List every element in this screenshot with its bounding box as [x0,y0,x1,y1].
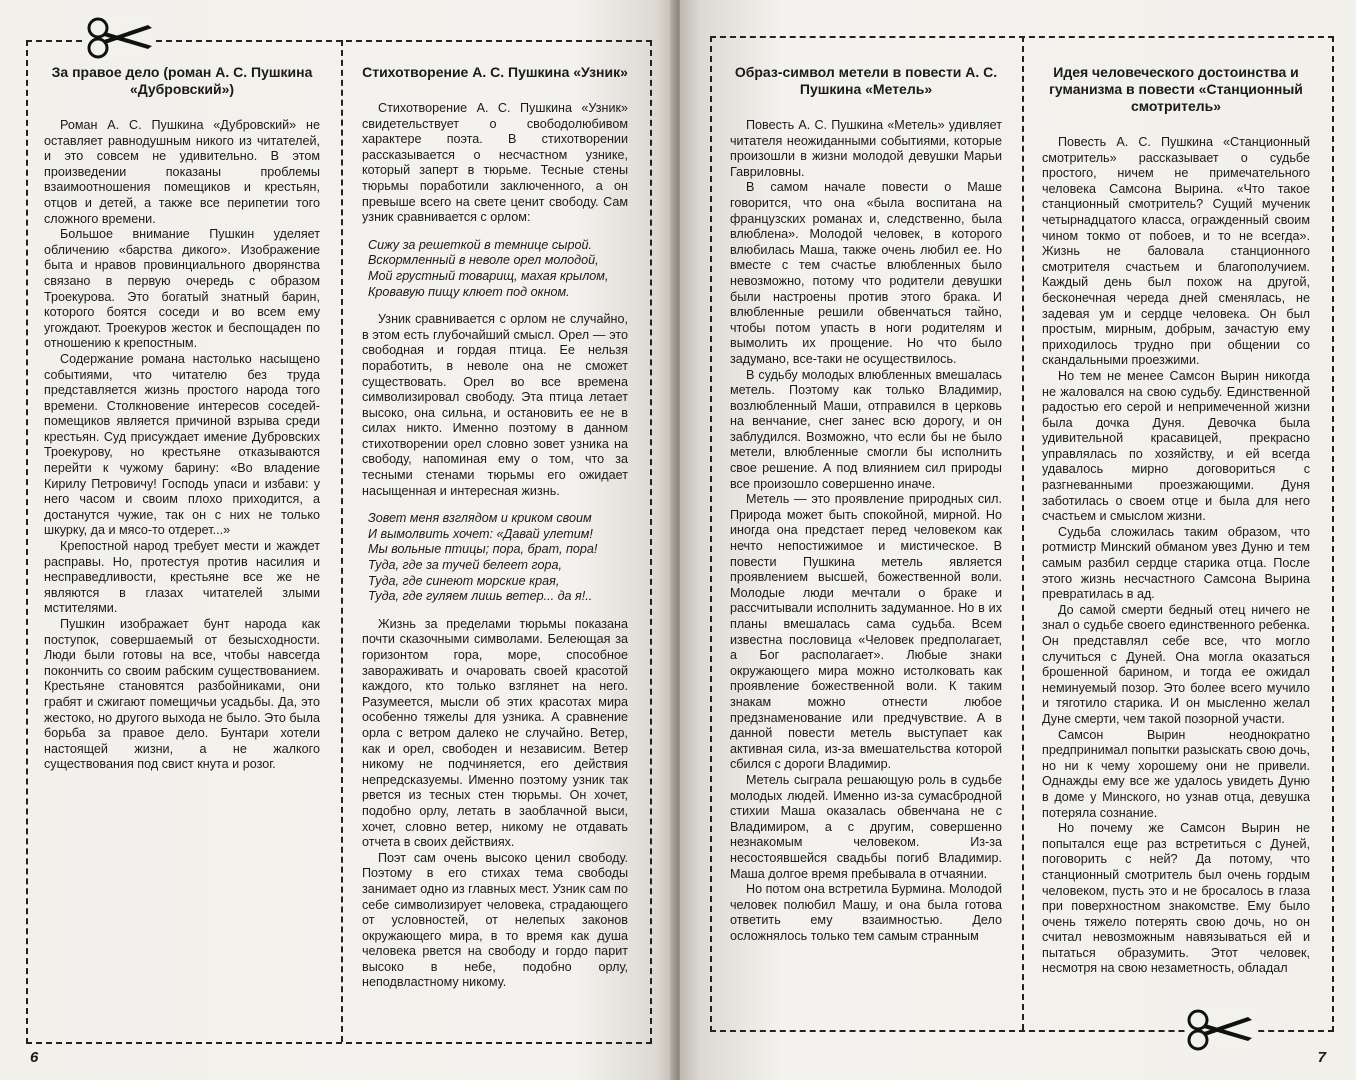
poem-line: И вымолвить хочет: «Давай улетим! [368,526,593,541]
paragraph: Крепостной народ требует мести и жаждет расправы. Но, протестуя против насилия и несправедливости, крестьяне все же не являются в глазах читателей злыми мстителями. [44,539,320,616]
paragraph: Стихотворение А. С. Пушкина «Узник» свидетельствует о свободолюбивом характере поэта. В стихотворении рассказывается о несчастном узнике, который заперт в тюрьме. Тесные стены тюрьмы поработили заключенного, а он превыше всего на свете ценит свободу. Сам узник сравнивается с орлом: [362,101,628,225]
left-page [0,0,676,1080]
article-title: Образ-символ метели в повести А. С. Пушкина «Метель» [734,64,998,97]
poem-line: Кровавую пищу клюет под окном. [368,284,570,299]
column-divider-left [341,40,343,1042]
article-column [1042,60,1310,977]
paragraph: Метель — это проявление природных сил. Природа может быть спокойной, мирной. Но иногда она предстает перед человеком как нечто непостижимое и мистическое. В повести Пушкина метель является проявлением высшей, божественной воли. Молодые люди мечтали о браке и рассчитывали исполнить задуманное. Но в их планы вмешалась сама судьба. Всем известна пословица «Человек предполагает, а Бог располагает». Любые знаки окружающего мира можно истолковать как проявление божественной воли. К таким знакам можно отнести любое предзнаменование или предчувствие. А в данной повести метель выступает как активная сила, из-за вмешательства которой сбился с дороги Владимир. [730,492,1002,772]
poem-line: Мы вольные птицы; пора, брат, пора! [368,542,598,557]
page-number: 7 [1317,1049,1326,1066]
paragraph: Жизнь за пределами тюрьмы показана почти сказочными символами. Белеющая за горизонтом гора, море, способное завораживать и очаровать своей красотой каждого, кто только взглянет на него. Разумеется, мысли об этих красотах мира особенно тяжелы для узника. А сравнение орла с ветром далеко не случайно. Ветер, как и орел, свободен и независим. Ветер никому не подчиняется, его действия непредсказуемы. Именно поэтому узник так рвется из тесных стен тюрьмы. Он хочет, подобно орлу, летать в заоблачной выси, хочет, словно ветер, никому не отдавать отчета в своих действиях. [362,616,628,850]
column-divider-right [1022,36,1024,1030]
poem-line: Туда, где за тучей белеет гора, [368,558,563,573]
article-column [362,60,628,991]
article-column [730,60,1002,944]
paragraph: Повесть А. С. Пушкина «Метель» удивляет читателя неожиданными событиями, которые произошли в жизни молодой девушки Марьи Гавриловны. [730,118,1002,179]
paragraph: Повесть А. С. Пушкина «Станционный смотритель» рассказывает о судьбе простого, ничем не примечательного человека Самсона Вырина. «Что такое станционный смотритель? Сущий мученик четырнадцатого класса, огражденный своим чином токмо от побоев, и то не всегда». Жизнь не баловала станционного смотрителя счастьем и благополучием. Каждый день был похож на другой, бесконечная череда дней сменялась, не задевая ум и сердце человека. Он был простым, мирным, добрым, зачастую ему приходилось трудно при общении со скандальными проезжими. [1042,135,1310,368]
paragraph: В самом начале повести о Маше говорится, что она «была воспитана на французских романах и, следственно, была влюблена». Молодой человек, в которого влюбилась Маша, также очень любил ее. Но вместе с тем счастье влюбленных было невозможно, потому что родители девушки были настроены против этого брака. И влюбленные решили обвенчаться тайно, чтобы потом упасть в ноги родителям и вымолить их прощение. Но что было задумано, все-таки не осуществилось. [730,180,1002,366]
poem-line: Туда, где гуляем лишь ветер... да я!.. [368,589,593,604]
page-number: 6 [30,1049,39,1066]
poem-excerpt [368,511,628,605]
paragraph: Роман А. С. Пушкина «Дубровский» не оставляет равнодушным никого из читателей, и это совсем не удивительно. В этом произведении показаны проблемы взаимоотношения помещиков и крестьян, отцов и детей, а также все перипетии того сложного времени. [44,118,320,226]
article-title: Идея человеческого достоинства и гуманизма в повести «Станционный смотритель» [1049,64,1303,114]
paragraph: Но почему же Самсон Вырин не попытался еще раз встретиться с Дуней, поговорить с ней? Да потому, что станционный смотритель был очень гордым человеком, пусть это и не бросалось в глаза при поверхностном знакомстве. Ему было очень тяжело потерять свою дочь, но он считал невозможным навязываться ей и пытаться образумить. Этот человек, несмотря на свою незаметность, обладал [1042,821,1310,976]
paragraph: Поэт сам очень высоко ценил свободу. Поэтому в его стихах тема свободы занимает одно из главных мест. Узник сам по себе символизирует человека, страдающего от условностей, от нелепых законов окружающего мира, в то время как душа человека рвется на свободу и гордо парит высоко в небе, подобно орлу, неподвластному никому. [362,850,628,990]
paragraph: До самой смерти бедный отец ничего не знал о судьбе своего единственного ребенка. Он представлял себе все, что могло случиться с Дуней. Она могла оказаться брошенной барином, и тогда ее ожидал неминуемый позор. Это более всего мучило и тяготило старика. И он мысленно желал Дуне смерти, чем такой позорной участи. [1042,602,1310,726]
article-title: Стихотворение А. С. Пушкина «Узник» [362,64,628,80]
article-column [44,60,320,773]
right-page [680,0,1356,1080]
paragraph: Большое внимание Пушкин уделяет обличению «барства дикого». Изображение быта и нравов провинциального дворянства связано в первую очередь с образом Троекурова. Это богатый знатный барин, которого боятся соседи и во всем ему угождают. Троекуров жесток и беспощаден по отношению к крепостным. [44,227,320,351]
scissors-icon [1186,1008,1256,1052]
poem-line: Вскормленный в неволе орел молодой, [368,253,599,268]
poem-line: Сижу за решеткой в темнице сырой. [368,237,592,252]
poem-excerpt [368,238,628,300]
poem-line: Мой грустный товарищ, махая крылом, [368,268,609,283]
paragraph: Пушкин изображает бунт народа как поступок, совершаемый от безысходности. Люди были готовы на все, чтобы навсегда покончить со своим рабским существованием. Крестьяне становятся разбойниками, они грабят и сжигают помещичьи усадьбы. Да, это жестоко, но другого выхода не было. Это была борьба за правое дело. Бунтари хотели настоящей жизни, а не жалкого существования под свист кнута и розог. [44,617,320,772]
article-title: За правое дело (роман А. С. Пушкина «Дубровский») [51,64,313,97]
paragraph: Судьба сложилась таким образом, что ротмистр Минский обманом увез Дуню и тем самым разбил сердце старика отца. После этого жизнь несчастного Самсона Вырина превратилась в ад. [1042,524,1310,602]
paragraph: Содержание романа настолько насыщено событиями, что читателю без труда представляется жизнь простого народа того времени. Столкновение интересов соседей-помещиков является причиной взрыва среди крестьян. Суд присуждает имение Дубровских Троекурову, но крестьяне отказываются перейти к чужому барину: «Во владение Кирилу Петровичу! Господь упаси и избави: у него часом и своим плохо приходится, а достанутся чужие, так он с них не только шкурку, да и мясо-то отдерет...» [44,351,320,538]
paragraph: Узник сравнивается с орлом не случайно, в этом есть глубочайший смысл. Орел — это свободная и гордая птица. Ее нельзя поработить, в неволе она не сможет существовать. Орел во все времена символизировал свободу. Эта птица летает высоко, она сильна, и остановить ее не в силах никто. Именно поэтому в данном стихотворении орел словно зовет узника на свободу, напоминая ему о том, что за тесными стенами тюрьмы его ожидает насыщенная и интересная жизнь. [362,312,628,498]
paragraph: Но тем не менее Самсон Вырин никогда не жаловался на свою судьбу. Единственной радостью его серой и непримеченной жизни была дочка Дуня. Девочка была удивительной красавицей, прекрасно управлялась по хозяйству, и ей всегда удавалось мирно договориться с разгневанными проезжающими. Дуня заботилась о своем отце и была для него счастьем и смыслом жизни. [1042,368,1310,524]
poem-line: Зовет меня взглядом и криком своим [368,511,592,526]
poem-line: Туда, где синеют морские края, [368,573,560,588]
scissors-icon [86,16,156,60]
paragraph: Но потом она встретила Бурмина. Молодой человек полюбил Машу, и она была готова ответить ему взаимностью. Дело осложнялось только тем самым странным [730,882,1003,943]
paragraph: Самсон Вырин неоднократно предпринимал попытки разыскать свою дочь, но ни к чему хорошему они не привели. Однажды ему все же удалось увидеть Дуню в доме у Минского, но узнав отца, девушка потеряла сознание. [1042,727,1310,820]
paragraph: В судьбу молодых влюбленных вмешалась метель. Поэтому как только Владимир, возлюбленный Маши, отправился в церковь на венчание, снег занес всю дорогу, и он заблудился. Возможно, что если бы не было метели, влюбленные смогли бы исполнить свое решение. А под влиянием сил природы все произошло совершенно иначе. [730,367,1002,491]
paragraph: Метель сыграла решающую роль в судьбе молодых людей. Именно из-за сумасбродной стихии Маша оказалась обвенчана не с Владимиром, а с другим, совершенно незнакомым человеком. Из-за несостоявшейся свадьбы погиб Владимир. Маша долгое время пребывала в отчаянии. [730,772,1002,881]
